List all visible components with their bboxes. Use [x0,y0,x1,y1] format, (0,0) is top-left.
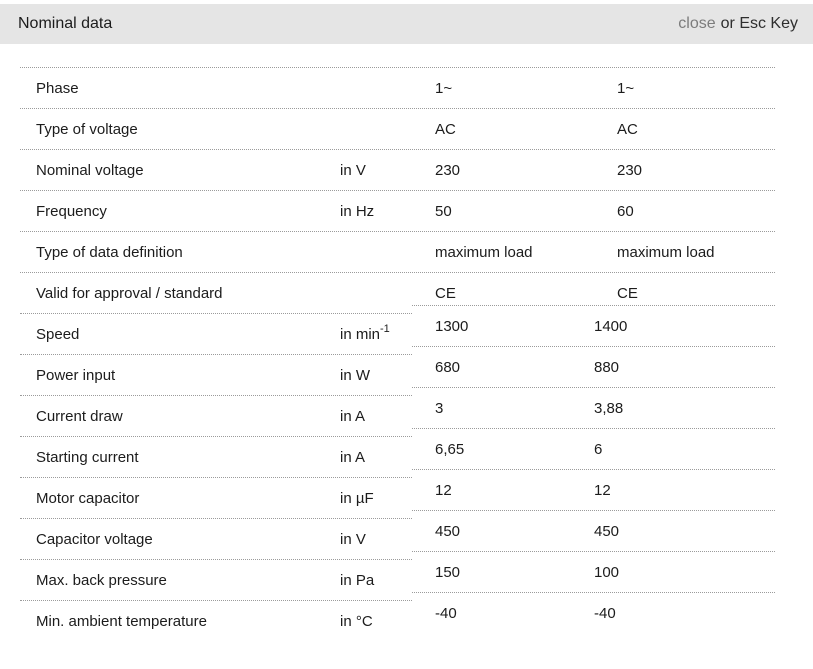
row-value-2: 230 [617,161,643,179]
table-row [412,551,775,592]
table-row [20,518,412,559]
row-unit: in A [340,448,366,466]
row-value-1: maximum load [435,243,533,261]
table-row [412,428,775,469]
table-row [20,436,412,477]
row-label: Current draw [36,407,123,425]
common-data-section [20,67,775,313]
row-label: Valid for approval / standard [36,284,223,302]
table-row [20,231,775,272]
row-unit: in V [340,161,366,179]
row-value-1: 1300 [435,317,469,335]
variant-labels-block [20,313,412,641]
table-row [20,313,412,354]
table-row [412,469,775,510]
row-unit: in W [340,366,370,384]
table-row [20,149,775,190]
row-value-2: CE [617,284,638,302]
variant-values-block [412,305,775,633]
esc-key-hint: or Esc Key [720,15,798,32]
row-value-1: 12 [435,481,452,499]
row-unit: in Pa [340,571,375,589]
table-row [20,354,412,395]
modal-header [0,4,813,44]
row-value-1: 1~ [435,79,453,97]
row-label: Power input [36,366,116,384]
unit-superscript: -1 [380,322,390,335]
row-value-1: 230 [435,161,461,179]
row-unit: in $\min^{-1}$ [340,322,390,343]
row-label: Max. back pressure [36,571,167,589]
row-value-1: 680 [435,358,461,376]
row-value-2: 1~ [617,79,635,97]
row-label: Frequency [36,202,107,220]
row-label: Starting current [36,448,139,466]
row-value-1: 450 [435,522,461,540]
table-row [412,387,775,428]
close-controls [678,15,798,33]
table-row [412,305,775,346]
table-row [20,67,775,108]
modal-title: Nominal data [18,15,113,32]
row-value-2: -40 [594,604,616,622]
close-button[interactable]: close [678,15,716,32]
table-row [20,600,412,641]
variant-data-section [20,313,775,641]
row-unit: in µF [340,489,374,507]
row-value-2: 1400 [594,317,628,335]
row-value-2: 12 [594,481,611,499]
nominal-data-table [20,67,775,641]
row-unit: in A [340,407,366,425]
row-value-2: AC [617,120,638,138]
row-label: Type of data definition [36,243,183,261]
row-value-2: 450 [594,522,620,540]
table-row [20,395,412,436]
row-value-1: 150 [435,563,461,581]
table-row [20,190,775,231]
table-row [20,559,412,600]
row-label: Nominal voltage [36,161,144,179]
table-row [20,477,412,518]
row-value-2: 3,88 [594,399,624,417]
row-value-2: 100 [594,563,620,581]
row-value-1: -40 [435,604,457,622]
row-value-1: 6,65 [435,440,465,458]
row-label: Min. ambient temperature [36,612,207,630]
row-value-2: 880 [594,358,620,376]
row-unit: in °C [340,612,373,630]
row-label: Type of voltage [36,120,138,138]
row-label: Capacitor voltage [36,530,153,548]
row-unit: in Hz [340,202,375,220]
table-row [20,108,775,149]
row-value-1: CE [435,284,456,302]
row-label: Speed [36,325,80,343]
row-label: Motor capacitor [36,489,140,507]
row-value-2: 6 [594,440,603,458]
table-row [412,510,775,551]
row-value-1: 50 [435,202,452,220]
row-value-2: maximum load [617,243,715,261]
row-value-1: 3 [435,399,444,417]
row-value-1: AC [435,120,456,138]
table-row [412,346,775,387]
row-label: Phase [36,79,79,97]
table-row [412,592,775,633]
row-value-2: 60 [617,202,634,220]
row-unit: in V [340,530,366,548]
